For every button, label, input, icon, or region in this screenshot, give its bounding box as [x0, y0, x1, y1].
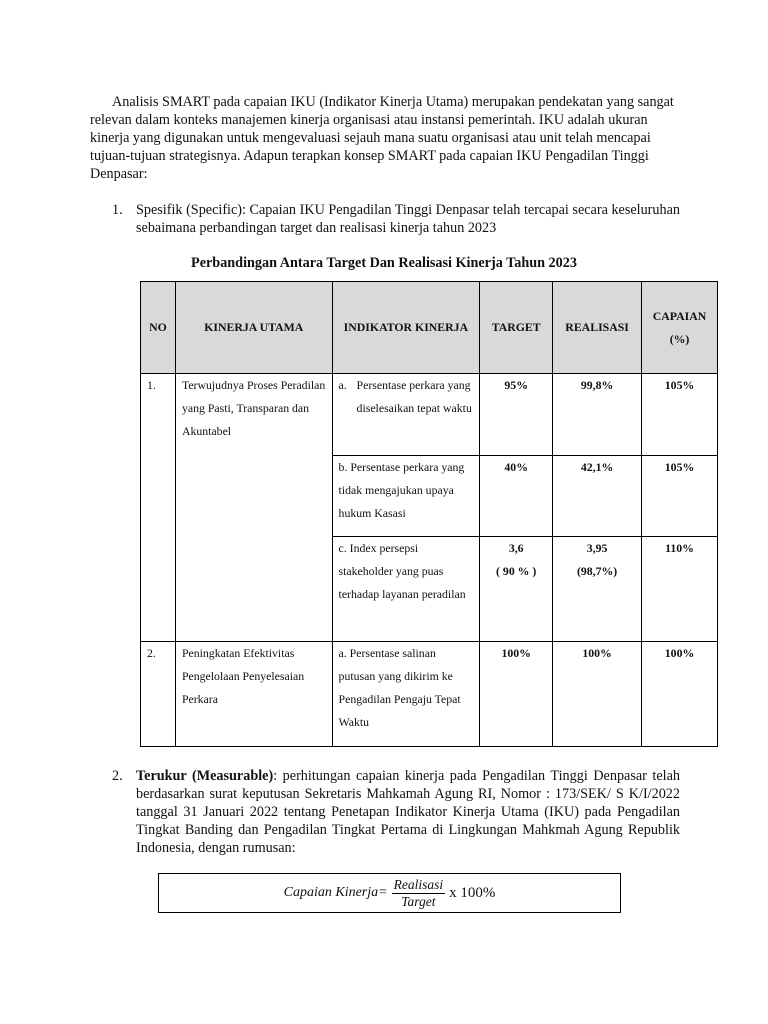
- list-item-text: [136, 767, 680, 857]
- kinerja-utama-cell: Terwujudnya Proses Peradilan yang Pasti, Transparan dan Akuntabel: [175, 374, 332, 642]
- formula-denominator: Target: [401, 893, 436, 909]
- target-cell: 40%: [480, 456, 553, 537]
- target-value: 3,6: [508, 541, 524, 555]
- list-item-text: Spesifik (Specific): Capaian IKU Pengadilan Tinggi Denpasar telah tercapai secara keseluruhan sebaimana perbandingan target dan realisasi kinerja tahun 2023: [136, 202, 680, 236]
- realisasi-cell: 99,8%: [553, 374, 642, 456]
- table-row: [141, 374, 718, 456]
- row-number: 2.: [141, 642, 176, 747]
- row-number: 1.: [141, 374, 176, 642]
- kinerja-utama-cell: Peningkatan Efektivitas Pengelolaan Penyelesaian Perkara: [175, 642, 332, 747]
- indicator-cell: b. Persentase perkara yang tidak mengajukan upaya hukum Kasasi: [332, 456, 480, 537]
- capaian-cell: 105%: [642, 456, 718, 537]
- table-row: [141, 642, 718, 747]
- header-realisasi: REALISASI: [553, 282, 642, 374]
- indicator-cell: a. Persentase salinan putusan yang dikirim ke Pengadilan Pengaju Tepat Waktu: [332, 642, 480, 747]
- formula-box: [158, 873, 621, 913]
- header-no: NO: [141, 282, 176, 374]
- intro-text: Analisis SMART pada capaian IKU (Indikator Kinerja Utama) merupakan pendekatan yang sangat relevan dalam konteks manajemen kinerja organisasi atau instansi pemerintah. IKU adalah ukuran kinerja yang digunakan untuk mengevaluasi sejauh mana suatu organisasi atau unit telah mencapai tujuan-tujuan strategisnya. Adapun terapkan konsep SMART pada capaian IKU Pengadilan Tinggi Denpasar:: [90, 94, 674, 182]
- realisasi-value: 3,95: [586, 541, 608, 555]
- header-kinerja-utama: KINERJA UTAMA: [175, 282, 332, 374]
- table-header-row: [141, 282, 718, 374]
- list-item-heading: Terukur (Measurable): [136, 768, 274, 784]
- capaian-cell: 110%: [642, 537, 718, 642]
- realisasi-percent: (98,7%): [576, 564, 618, 578]
- indicator-text: Persentase perkara yang diselesaikan tepat waktu: [356, 378, 472, 415]
- target-cell: 100%: [480, 642, 553, 747]
- list-number: 2.: [112, 768, 123, 784]
- header-indikator-kinerja: INDIKATOR KINERJA: [332, 282, 480, 374]
- table-title: Perbandingan Antara Target Dan Realisasi Kinerja Tahun 2023: [191, 255, 577, 271]
- realisasi-cell: [553, 537, 642, 642]
- header-target: TARGET: [480, 282, 553, 374]
- list-item-description: : perhitungan capaian kinerja pada Pengadilan Tinggi Denpasar telah berdasarkan surat keputusan Sekretaris Mahkamah Agung RI, Nomor : 173/SEK/ S K/I/2022 tanggal 31 Januari 2022 tentang Penetapan Indikator Kinerja Utama (IKU) pada Pengadilan Tingkat Banding dan Pengadilan Tingkat Pertama di Lingkungan Mahkmah Agung Republik Indonesia, dengan rumusan:: [136, 768, 681, 856]
- formula-rhs: x 100%: [449, 884, 496, 901]
- formula-fraction: [392, 877, 446, 910]
- capaian-cell: 105%: [642, 374, 718, 456]
- list-number: 1.: [112, 202, 123, 218]
- target-cell: [480, 537, 553, 642]
- indicator-cell: c. Index persepsi stakeholder yang puas terhadap layanan peradilan: [332, 537, 480, 642]
- realisasi-cell: 100%: [553, 642, 642, 747]
- performance-table: [140, 281, 718, 747]
- indicator-cell: [332, 374, 480, 456]
- indicator-mark: a.: [338, 378, 347, 392]
- target-cell: 95%: [480, 374, 553, 456]
- formula-lhs: Capaian Kinerja=: [283, 885, 388, 900]
- realisasi-cell: 42,1%: [553, 456, 642, 537]
- header-capaian: CAPAIAN (%): [642, 282, 718, 374]
- capaian-cell: 100%: [642, 642, 718, 747]
- intro-paragraph: [90, 93, 680, 183]
- target-percent: ( 90 % ): [496, 564, 537, 578]
- formula-numerator: Realisasi: [393, 876, 444, 892]
